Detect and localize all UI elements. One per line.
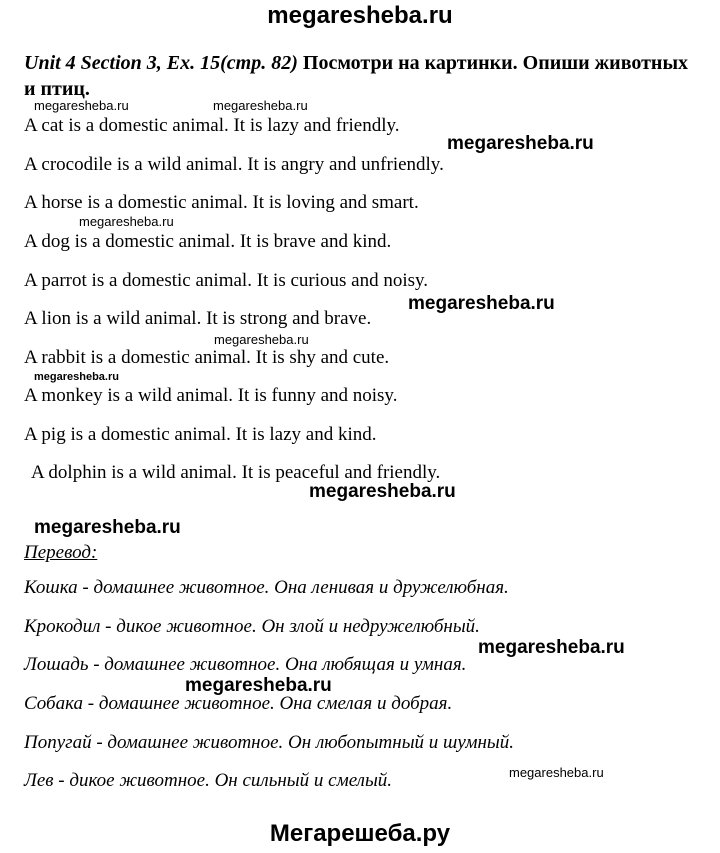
watermark: megaresheba.ru [79, 214, 174, 229]
translation-line: Собака - домашнее животное. Она смелая и добрая. [24, 693, 453, 714]
watermark: megaresheba.ru [408, 293, 555, 314]
sentence-rabbit: A rabbit is a domestic animal. It is shy and cute. [24, 347, 390, 368]
sentence-monkey: A monkey is a wild animal. It is funny and noisy. [24, 385, 398, 406]
sentence-parrot: A parrot is a domestic animal. It is curious and noisy. [24, 270, 429, 291]
sentence-lion: A lion is a wild animal. It is strong and brave. [24, 308, 372, 329]
task-instruction: Посмотри на картинки. Опиши животных и птиц. [24, 52, 689, 100]
translation-line: Попугай - домашнее животное. Он любопытный и шумный. [24, 732, 515, 753]
translation-line: Лев - дикое животное. Он сильный и смелый. [24, 770, 393, 791]
sentence-horse: A horse is a domestic animal. It is loving and smart. [24, 192, 419, 213]
translation-line: Кошка - домашнее животное. Она ленивая и дружелюбная. [24, 577, 509, 598]
sentence-dolphin: A dolphin is a wild animal. It is peaceful and friendly. [31, 462, 441, 483]
site-footer[interactable]: Мегарешеба.ру [269, 820, 451, 847]
watermark: megaresheba.ru [447, 133, 594, 154]
sentence-pig: A pig is a domestic animal. It is lazy and kind. [24, 424, 377, 445]
sentence-crocodile: A crocodile is a wild animal. It is angry and unfriendly. [24, 154, 444, 175]
translation-line: Лошадь - домашнее животное. Она любящая и умная. [24, 654, 467, 675]
sentence-dog: A dog is a domestic animal. It is brave and kind. [24, 231, 392, 252]
site-header[interactable]: megaresheba.ru [267, 2, 453, 29]
watermark: megaresheba.ru [185, 675, 332, 696]
translation-line: Крокодил - дикое животное. Он злой и недружелюбный. [24, 616, 480, 637]
task-heading [24, 50, 704, 102]
sentence-cat: A cat is a domestic animal. It is lazy and friendly. [24, 115, 400, 136]
watermark: megaresheba.ru [34, 517, 181, 538]
watermark: megaresheba.ru [509, 765, 604, 780]
translation-heading: Перевод: [24, 542, 98, 563]
task-reference: Unit 4 Section 3, Ex. 15(стр. 82) [24, 52, 298, 74]
watermark: megaresheba.ru [214, 332, 309, 347]
watermark: megaresheba.ru [478, 637, 625, 658]
watermark: megaresheba.ru [309, 481, 456, 502]
watermark: megaresheba.ru [34, 98, 129, 113]
watermark: megaresheba.ru [34, 371, 119, 383]
watermark: megaresheba.ru [213, 98, 308, 113]
